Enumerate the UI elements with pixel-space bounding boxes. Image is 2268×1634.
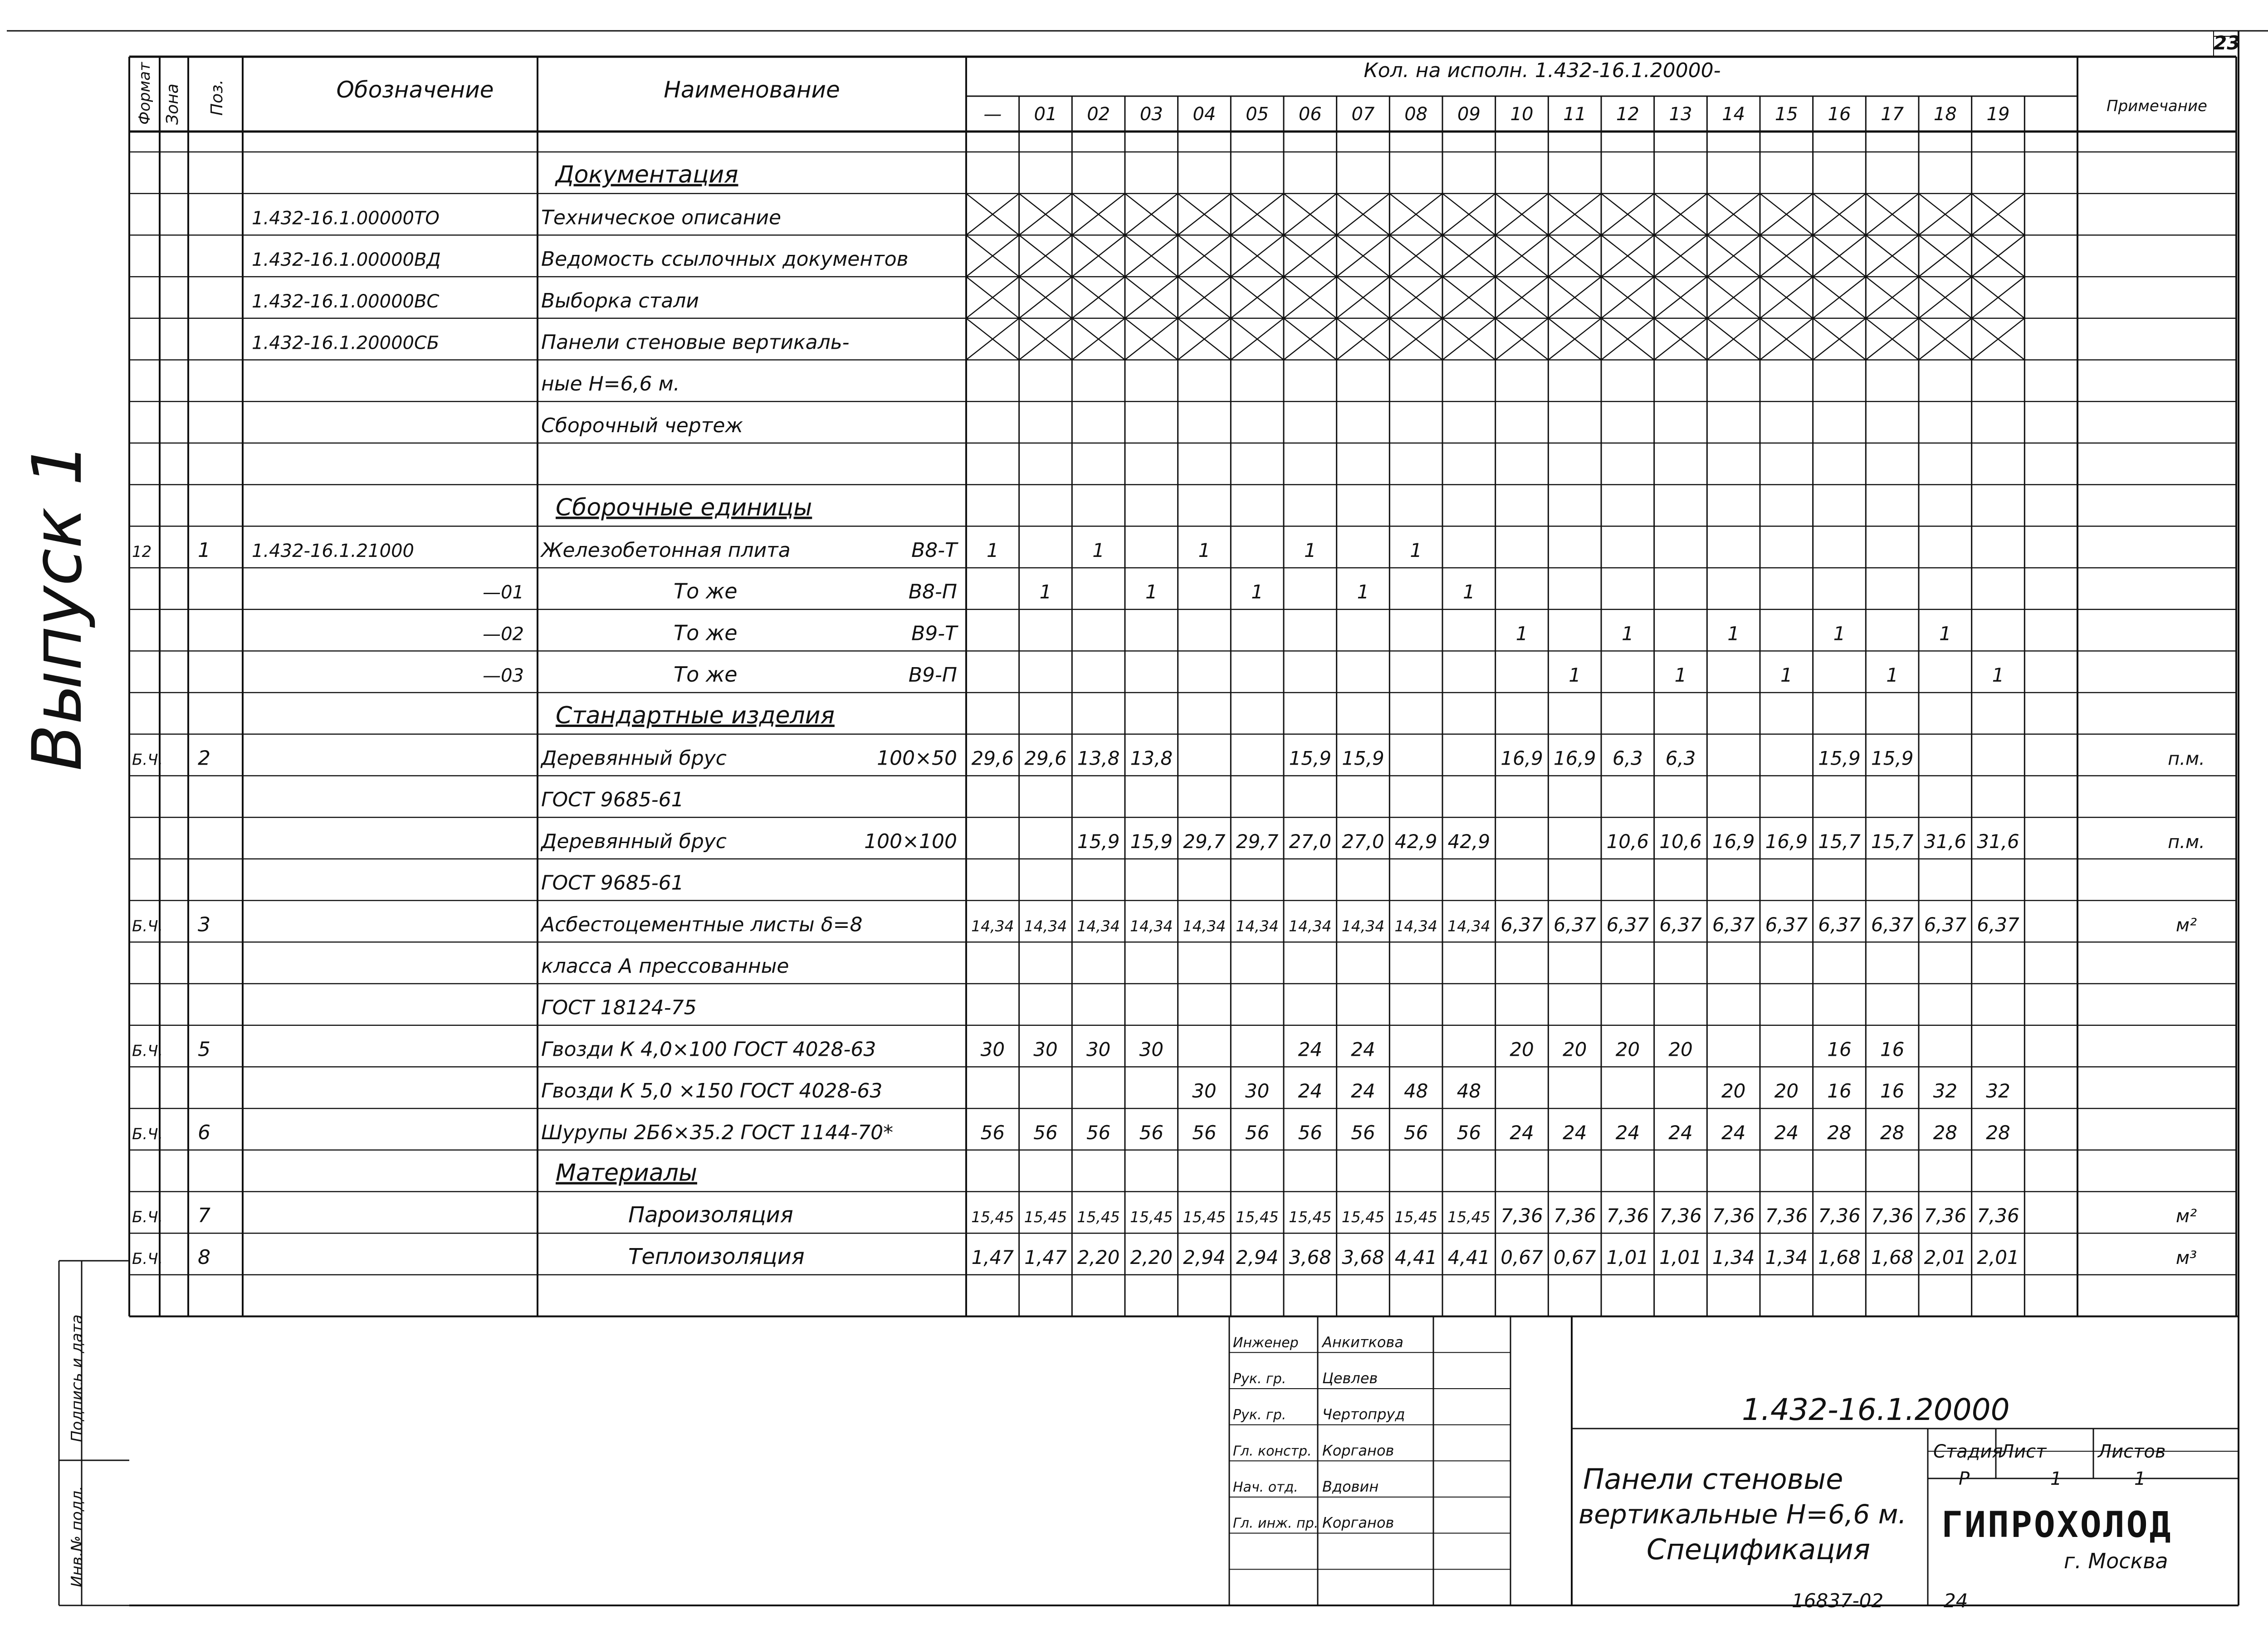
row-designation: 1.432-16.1.00000ВС: [252, 291, 440, 312]
qty-value: 1,34: [1765, 1246, 1808, 1268]
page-number: 23: [2214, 32, 2240, 54]
variant-header-18: 18: [1933, 104, 1957, 125]
qty-value: 2,94: [1236, 1246, 1279, 1268]
row-format: Б.Ч.: [132, 1042, 163, 1060]
qty-value: 16,9: [1712, 830, 1755, 853]
row-designation: —01: [483, 582, 524, 603]
qty-value: 29,7: [1183, 830, 1226, 853]
qty-value: 24: [1562, 1121, 1587, 1144]
qty-value: 15,45: [1077, 1208, 1120, 1226]
row-position: 5: [198, 1038, 210, 1061]
row-name: Ведомость ссылочных документов: [541, 248, 909, 271]
row-designation: 1.432-16.1.21000: [252, 541, 414, 561]
qty-value: 6,37: [1765, 913, 1808, 936]
row-name: То же: [674, 579, 738, 604]
row-name: класса А прессованные: [541, 955, 789, 978]
qty-value: 16: [1880, 1080, 1905, 1102]
qty-value: 6,3: [1665, 747, 1696, 770]
qty-value: 30: [1033, 1038, 1058, 1061]
qty-value: 48: [1403, 1080, 1428, 1102]
header-designation: Обозначение: [336, 77, 494, 103]
variant-header-5: 05: [1246, 104, 1269, 125]
variant-header-12: 12: [1616, 104, 1639, 125]
qty-value: 28: [1827, 1121, 1852, 1144]
qty-value: 1: [1780, 664, 1793, 687]
qty-value: 7,36: [1606, 1205, 1649, 1227]
qty-value: 56: [980, 1121, 1005, 1144]
signature-role: Гл. инж. пр.: [1233, 1515, 1319, 1532]
row-position: 3: [198, 913, 210, 937]
row-mark: В9-Т: [911, 622, 957, 645]
qty-value: 6,37: [1818, 913, 1861, 936]
document-title-line-1: Панели стеновые: [1583, 1463, 1843, 1496]
qty-value: 15,45: [1183, 1208, 1226, 1226]
stage-value: Р: [1959, 1468, 1970, 1489]
qty-value: 56: [1298, 1121, 1323, 1144]
variant-header-10: 10: [1510, 104, 1534, 125]
qty-value: 29,6: [1024, 747, 1067, 770]
qty-value: 20: [1510, 1038, 1534, 1061]
qty-value: 14,34: [971, 917, 1014, 935]
qty-value: 56: [1351, 1121, 1375, 1144]
row-designation: 1.432-16.1.20000СБ: [252, 332, 440, 354]
qty-value: 56: [1086, 1121, 1111, 1144]
qty-value: 16: [1880, 1038, 1905, 1061]
row-name: То же: [674, 662, 738, 687]
organization-name: ГИПРОХОЛОД: [1941, 1505, 2173, 1546]
qty-value: 32: [1933, 1080, 1958, 1102]
qty-value: 15,45: [1447, 1208, 1491, 1226]
qty-value: 15,45: [1236, 1208, 1279, 1226]
qty-value: 1: [1515, 622, 1528, 645]
row-note: м²: [2175, 1206, 2197, 1227]
variant-header-17: 17: [1881, 104, 1904, 125]
row-name: Гвозди К 4,0×100 ГОСТ 4028-63: [541, 1038, 876, 1061]
qty-value: 6,37: [1977, 913, 2019, 936]
section-heading: Стандартные изделия: [556, 702, 835, 729]
header-format: Формат: [136, 62, 154, 125]
header-note: Примечание: [2107, 97, 2207, 115]
qty-value: 10,6: [1606, 830, 1649, 853]
signature-name: Анкиткова: [1322, 1333, 1403, 1351]
qty-value: 0,67: [1501, 1246, 1543, 1268]
qty-value: 14,34: [1077, 917, 1120, 935]
qty-value: 30: [1139, 1038, 1164, 1061]
variant-header-7: 07: [1351, 104, 1375, 125]
qty-value: 1: [1092, 539, 1105, 561]
qty-value: 16,9: [1553, 747, 1596, 770]
row-position: 1: [198, 539, 210, 562]
row-name: Гвозди К 5,0 ×150 ГОСТ 4028-63: [541, 1079, 883, 1103]
qty-value: 16,9: [1765, 830, 1808, 853]
qty-value: 24: [1298, 1080, 1323, 1102]
inventory-label: Инв.№ подл.: [68, 1486, 86, 1587]
qty-value: 30: [980, 1038, 1005, 1061]
row-name: То же: [674, 620, 738, 645]
header-zone: Зона: [163, 83, 182, 125]
row-designation: —02: [483, 624, 524, 645]
row-format: 12: [132, 543, 152, 561]
signature-role: Рук. гр.: [1233, 1371, 1286, 1387]
qty-value: 6,37: [1501, 913, 1543, 936]
sheets-label: Листов: [2098, 1441, 2166, 1462]
qty-value: 56: [1192, 1121, 1217, 1144]
qty-value: 24: [1298, 1038, 1323, 1061]
qty-value: 2,20: [1130, 1246, 1173, 1268]
qty-value: 14,34: [1394, 917, 1437, 935]
qty-value: 3,68: [1342, 1246, 1384, 1268]
qty-value: 20: [1721, 1080, 1746, 1102]
signature-name: Чертопруд: [1322, 1405, 1405, 1423]
qty-value: 48: [1457, 1080, 1481, 1102]
document-title-line-2: вертикальные Н=6,6 м.: [1579, 1499, 1906, 1530]
signature-role: Инженер: [1233, 1335, 1299, 1351]
variant-header-13: 13: [1669, 104, 1692, 125]
variant-header-16: 16: [1828, 104, 1851, 125]
variant-header-6: 06: [1298, 104, 1322, 125]
qty-value: 16: [1827, 1080, 1852, 1102]
qty-value: 15,45: [1130, 1208, 1173, 1226]
qty-value: 15,9: [1342, 747, 1384, 770]
section-heading: Документация: [556, 161, 738, 189]
qty-value: 15,45: [1341, 1208, 1385, 1226]
qty-value: 4,41: [1447, 1246, 1491, 1268]
qty-value: 1: [1145, 580, 1158, 603]
qty-value: 2,94: [1183, 1246, 1226, 1268]
qty-value: 2,01: [1977, 1246, 2019, 1268]
qty-value: 20: [1615, 1038, 1640, 1061]
qty-value: 2,01: [1924, 1246, 1967, 1268]
qty-value: 15,9: [1871, 747, 1914, 770]
document-code: 1.432-16.1.20000: [1742, 1392, 2010, 1427]
qty-value: 7,36: [1924, 1205, 1967, 1227]
row-name: Асбестоцементные листы δ=8: [541, 913, 863, 937]
qty-value: 1: [1251, 580, 1264, 603]
qty-value: 0,67: [1553, 1246, 1596, 1268]
qty-value: 20: [1668, 1038, 1693, 1061]
inventory-number: 16837-02: [1792, 1590, 1884, 1612]
row-name: Панели стеновые вертикаль-: [541, 331, 850, 354]
qty-value: 1: [1674, 664, 1687, 687]
qty-value: 1,01: [1659, 1246, 1702, 1268]
document-title-line-3: Спецификация: [1647, 1533, 1871, 1566]
row-format: Б.Ч.: [132, 1249, 163, 1268]
variant-header-15: 15: [1774, 104, 1798, 125]
variant-header-2: 02: [1087, 104, 1110, 125]
qty-value: 30: [1192, 1080, 1217, 1102]
qty-value: 15,9: [1289, 747, 1332, 770]
qty-value: 24: [1510, 1121, 1534, 1144]
qty-value: 15,45: [1289, 1208, 1332, 1226]
row-designation: 1.432-16.1.00000ВД: [252, 249, 441, 271]
qty-value: 4,41: [1394, 1246, 1437, 1268]
qty-value: 20: [1774, 1080, 1799, 1102]
qty-value: 10,6: [1659, 830, 1702, 853]
row-designation: 1.432-16.1.00000ТО: [252, 208, 440, 229]
sheet-value: 1: [2050, 1468, 2062, 1489]
qty-value: 28: [1880, 1121, 1905, 1144]
qty-value: 14,34: [1289, 917, 1332, 935]
qty-value: 42,9: [1447, 830, 1491, 853]
qty-value: 6,37: [1606, 913, 1649, 936]
row-mark: В9-П: [908, 663, 957, 687]
qty-value: 16,9: [1501, 747, 1543, 770]
qty-value: 56: [1139, 1121, 1164, 1144]
qty-value: 28: [1933, 1121, 1958, 1144]
qty-value: 15,7: [1871, 830, 1914, 853]
row-mark: 100×100: [864, 829, 957, 853]
row-mark: В8-Т: [911, 539, 957, 562]
qty-value: 24: [1615, 1121, 1640, 1144]
qty-value: 56: [1457, 1121, 1481, 1144]
variant-header-3: 03: [1139, 104, 1163, 125]
variant-header-8: 08: [1404, 104, 1428, 125]
qty-value: 6,37: [1871, 913, 1914, 936]
qty-value: 29,6: [971, 747, 1014, 770]
section-heading: Сборочные единицы: [556, 494, 812, 522]
qty-value: 7,36: [1818, 1205, 1861, 1227]
qty-value: 1: [1569, 664, 1581, 687]
variant-header-19: 19: [1986, 104, 2010, 125]
qty-value: 1,68: [1818, 1246, 1861, 1268]
row-name: ГОСТ 9685-61: [541, 788, 684, 812]
qty-value: 28: [1986, 1121, 2010, 1144]
qty-value: 24: [1721, 1121, 1746, 1144]
qty-value: 20: [1562, 1038, 1587, 1061]
qty-value: 1: [1939, 622, 1951, 645]
row-name: Техническое описание: [541, 206, 782, 229]
row-position: 2: [198, 746, 210, 770]
qty-value: 15,9: [1818, 747, 1861, 770]
qty-value: 31,6: [1924, 830, 1967, 853]
variant-header-11: 11: [1563, 104, 1587, 125]
row-name: ные Н=6,6 м.: [541, 372, 680, 396]
row-note: п.м.: [2168, 748, 2205, 770]
qty-value: 24: [1668, 1121, 1693, 1144]
signature-role: Гл. констр.: [1233, 1443, 1312, 1459]
stage-label: Стадия: [1933, 1441, 2003, 1462]
qty-value: 56: [1245, 1121, 1270, 1144]
row-format: Б.Ч.: [132, 751, 163, 769]
row-name: Сборочный чертеж: [541, 414, 743, 437]
qty-value: 6,37: [1712, 913, 1755, 936]
row-position: 7: [198, 1204, 210, 1228]
signature-name: Корганов: [1322, 1514, 1394, 1532]
qty-value: 14,34: [1447, 917, 1491, 935]
issue-note: Выпуск 1: [18, 442, 97, 771]
qty-value: 1,47: [1024, 1246, 1067, 1268]
qty-value: 13,8: [1130, 747, 1173, 770]
row-name: Шурупы 2Б6×35.2 ГОСТ 1144-70*: [541, 1121, 894, 1144]
qty-value: 1: [1198, 539, 1211, 561]
variant-header-1: 01: [1034, 104, 1057, 125]
qty-value: 14,34: [1130, 917, 1173, 935]
qty-value: 13,8: [1077, 747, 1120, 770]
sheet-label: Лист: [2000, 1441, 2047, 1462]
qty-value: 31,6: [1977, 830, 2019, 853]
signature-role: Нач. отд.: [1233, 1479, 1298, 1495]
signature-name: Вдовин: [1322, 1478, 1379, 1495]
qty-value: 1,01: [1606, 1246, 1649, 1268]
qty-value: 29,7: [1236, 830, 1279, 853]
row-format: Б.Ч.: [132, 1125, 163, 1143]
qty-value: 14,34: [1341, 917, 1385, 935]
qty-value: 1,68: [1871, 1246, 1914, 1268]
row-note: м³: [2175, 1247, 2197, 1268]
qty-value: 7,36: [1553, 1205, 1596, 1227]
row-name: Железобетонная плита: [541, 539, 791, 562]
qty-value: 1: [1992, 664, 2004, 687]
qty-value: 56: [1033, 1121, 1058, 1144]
qty-value: 1: [1462, 580, 1475, 603]
qty-value: 32: [1986, 1080, 2010, 1102]
qty-value: 1: [1410, 539, 1422, 561]
qty-value: 6,37: [1553, 913, 1596, 936]
row-mark: В8-П: [908, 580, 957, 604]
qty-value: 6,3: [1612, 747, 1643, 770]
row-name: ГОСТ 18124-75: [541, 996, 697, 1019]
row-position: 8: [198, 1245, 210, 1269]
qty-value: 15,7: [1818, 830, 1861, 853]
row-note: м²: [2175, 915, 2197, 936]
qty-value: 1,47: [971, 1246, 1014, 1268]
qty-value: 30: [1086, 1038, 1111, 1061]
row-position: 6: [198, 1121, 210, 1144]
organization-city: г. Москва: [2064, 1549, 2168, 1573]
qty-value: 1: [986, 539, 999, 561]
qty-value: 3,68: [1289, 1246, 1332, 1268]
qty-value: 24: [1774, 1121, 1799, 1144]
variant-header-14: 14: [1722, 104, 1745, 125]
qty-value: 15,9: [1130, 830, 1173, 853]
qty-value: 6,37: [1924, 913, 1967, 936]
header-qty-group: Кол. на исполн. 1.432-16.1.20000-: [1364, 59, 1721, 82]
qty-value: 7,36: [1871, 1205, 1914, 1227]
qty-value: 2,20: [1077, 1246, 1120, 1268]
qty-value: 1: [1833, 622, 1846, 645]
variant-header-4: 04: [1193, 104, 1216, 125]
qty-value: 1: [1357, 580, 1369, 603]
qty-value: 7,36: [1501, 1205, 1543, 1227]
qty-value: 14,34: [1024, 917, 1067, 935]
qty-value: 1: [1039, 580, 1052, 603]
section-heading: Материалы: [556, 1159, 697, 1187]
qty-value: 42,9: [1394, 830, 1437, 853]
row-name: Выборка стали: [541, 289, 699, 312]
qty-value: 30: [1245, 1080, 1270, 1102]
qty-value: 24: [1351, 1038, 1375, 1061]
signature-name: Цевлев: [1322, 1369, 1378, 1387]
qty-value: 7,36: [1765, 1205, 1808, 1227]
qty-value: 56: [1403, 1121, 1428, 1144]
qty-value: 1: [1886, 664, 1899, 687]
qty-value: 27,0: [1289, 830, 1332, 853]
sheets-value: 1: [2134, 1468, 2146, 1489]
row-mark: 100×50: [877, 746, 957, 770]
qty-value: 15,45: [1394, 1208, 1437, 1226]
qty-value: 1,34: [1712, 1246, 1755, 1268]
qty-value: 27,0: [1342, 830, 1384, 853]
qty-value: 6,37: [1659, 913, 1702, 936]
row-name: Теплоизоляция: [628, 1244, 805, 1269]
row-name: Пароизоляция: [628, 1202, 793, 1228]
variant-header-9: 09: [1457, 104, 1481, 125]
qty-value: 15,45: [1024, 1208, 1067, 1226]
row-note: п.м.: [2168, 831, 2205, 853]
qty-value: 1: [1304, 539, 1316, 561]
qty-value: 14,34: [1183, 917, 1226, 935]
inventory-page: 24: [1944, 1590, 1968, 1612]
header-pos: Поз.: [208, 79, 226, 116]
row-format: Б.Ч.: [132, 917, 163, 936]
row-designation: —03: [483, 665, 524, 687]
qty-value: 1: [1727, 622, 1740, 645]
qty-value: 15,45: [971, 1208, 1014, 1226]
row-format: Б.Ч.: [132, 1208, 163, 1227]
row-name: Деревянный брус: [541, 829, 727, 853]
qty-value: 7,36: [1977, 1205, 2019, 1227]
qty-value: 24: [1351, 1080, 1375, 1102]
qty-value: 7,36: [1712, 1205, 1755, 1227]
row-name: Деревянный брус: [541, 746, 727, 770]
signature-date-label: Подпись и дата: [68, 1314, 86, 1442]
row-name: ГОСТ 9685-61: [541, 871, 684, 895]
signature-role: Рук. гр.: [1233, 1407, 1286, 1423]
qty-value: 16: [1827, 1038, 1852, 1061]
signature-name: Корганов: [1322, 1442, 1394, 1459]
qty-value: 14,34: [1236, 917, 1279, 935]
header-name: Наименование: [664, 77, 840, 103]
qty-value: 15,9: [1077, 830, 1120, 853]
qty-value: 7,36: [1659, 1205, 1702, 1227]
variant-header-0: —: [983, 104, 1002, 125]
qty-value: 1: [1621, 622, 1634, 645]
